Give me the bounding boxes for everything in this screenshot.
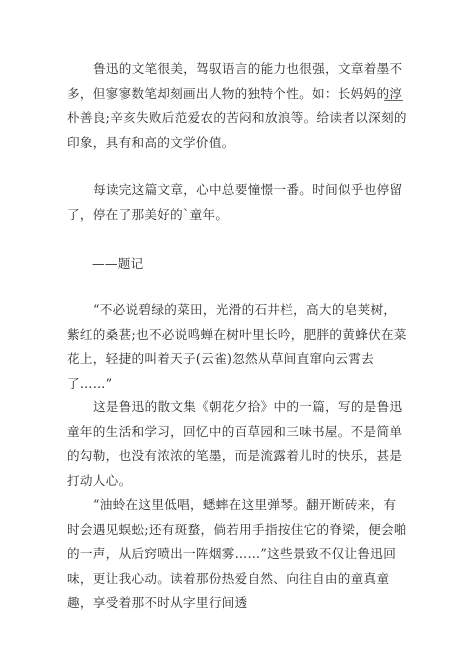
paragraph-book-intro: 这是鲁迅的散文集《朝花夕拾》中的一篇，写的是鲁迅童年的生活和学习，回忆中的百草园和三味书屋。不是简单的勾勒，也没有浓浓的笔墨，而是流露着儿时的快乐，甚是打动人心。 [67, 399, 403, 488]
paragraph-quote-insects: “油蛉在这里低唱，蟋蟀在这里弹琴。翻开断砖来，有时会遇见蜈蚣;还有斑蝥，倘若用手指按住它的脊梁，便会啪的一声，从后窍喷出一阵烟雾……”这些景致不仅让鲁迅回味，更让我心动。读着那份热爱自然、向往自由的童真童趣，享受着那不时从字里行间透 [67, 497, 407, 610]
underline-mark [384, 100, 403, 101]
epigraph-signature: ——题记 [92, 256, 144, 271]
paragraph-quote-garden: “不必说碧绿的菜田，光滑的石井栏，高大的皂荚树，紫红的桑葚;也不必说鸣蝉在树叶里长吟，肥胖的黄蜂伏在菜花上，轻捷的叫着天子(云雀)忽然从草间直窜向云霄去了……” [67, 302, 407, 391]
paragraph-reflection: 每读完这篇文章，心中总要憧憬一番。时间似乎也停留了，停在了那美好的`童年。 [67, 182, 403, 222]
paragraph-literary-style: 鲁迅的文笔很美，驾驭语言的能力也很强，文章着墨不多，但寥寥数笔却刻画出人物的独特个性。如：长妈妈的淳朴善良;辛亥失败后范爱农的苦闷和放浪等。给读者以深刻的印象，具有和高的文学价值。 [67, 61, 407, 150]
